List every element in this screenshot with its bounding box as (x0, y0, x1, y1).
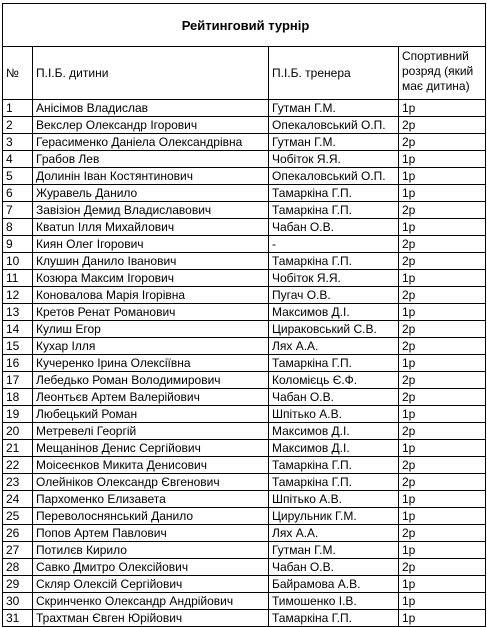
cell-num[interactable]: 16 (3, 355, 33, 372)
cell-coach[interactable]: Максимов Д.І. (269, 304, 399, 321)
cell-child[interactable]: Пархоменко Елизавета (33, 491, 269, 508)
table-row (3, 389, 486, 406)
cell-coach[interactable]: - (269, 236, 399, 253)
cell-coach[interactable]: Цирульник Г.М. (269, 508, 399, 525)
table-row (3, 253, 486, 270)
table-row (3, 559, 486, 576)
cell-coach[interactable]: Пугач О.В. (269, 287, 399, 304)
cell-coach[interactable]: Шпітько А.В. (269, 491, 399, 508)
cell-num[interactable]: 17 (3, 372, 33, 389)
cell-num[interactable]: 3 (3, 134, 33, 151)
cell-num[interactable]: 4 (3, 151, 33, 168)
cell-rank[interactable]: 2р (399, 236, 486, 253)
table-row (3, 440, 486, 457)
cell-coach[interactable]: Байрамова А.В. (269, 576, 399, 593)
cell-coach[interactable]: Коломієць Є.Ф. (269, 372, 399, 389)
cell-rank[interactable]: 1р (399, 100, 486, 117)
cell-coach[interactable]: Тамаркіна Г.П. (269, 457, 399, 474)
cell-child[interactable]: Переволоснянський Данило (33, 508, 269, 525)
table-row (3, 576, 486, 593)
cell-rank[interactable]: 2р (399, 253, 486, 270)
cell-num[interactable]: 13 (3, 304, 33, 321)
table-row (3, 151, 486, 168)
cell-coach[interactable]: Тамаркіна Г.П. (269, 185, 399, 202)
cell-child[interactable]: Завізіон Демид Владиславович (33, 202, 269, 219)
cell-rank[interactable]: 2р (399, 559, 486, 576)
cell-coach[interactable]: Чобіток Я.Я. (269, 270, 399, 287)
cell-child[interactable]: Киян Олег Ігорович (33, 236, 269, 253)
table-row (3, 474, 486, 491)
cell-num[interactable]: 8 (3, 219, 33, 236)
cell-coach[interactable]: Чабан О.В. (269, 219, 399, 236)
cell-coach[interactable]: Циpаковський С.В. (269, 321, 399, 338)
cell-num[interactable]: 14 (3, 321, 33, 338)
cell-coach[interactable]: Тимошенко І.В. (269, 593, 399, 610)
cell-coach[interactable]: Гутман Г.М. (269, 542, 399, 559)
cell-num[interactable]: 5 (3, 168, 33, 185)
cell-rank[interactable]: 1р (399, 355, 486, 372)
cell-rank[interactable]: 1р (399, 219, 486, 236)
cell-child[interactable]: Кулиш Егор (33, 321, 269, 338)
cell-child[interactable]: Попов Артем Павлович (33, 525, 269, 542)
cell-num[interactable]: 21 (3, 440, 33, 457)
table-row (3, 355, 486, 372)
cell-child[interactable]: Лебедько Роман Володимирович (33, 372, 269, 389)
cell-rank[interactable]: 2р (399, 474, 486, 491)
cell-coach[interactable]: Максимов Д.І. (269, 440, 399, 457)
header-coach[interactable]: П.І.Б. тренера (269, 47, 399, 100)
cell-child[interactable]: Мещанінов Денис Сергійович (33, 440, 269, 457)
header-child[interactable]: П.І.Б. дитини (33, 47, 269, 100)
table-title[interactable]: Рейтинговий турнір (3, 4, 486, 47)
cell-rank[interactable]: 1р (399, 304, 486, 321)
cell-num[interactable]: 6 (3, 185, 33, 202)
cell-child[interactable]: Моісеєнков Микита Денисович (33, 457, 269, 474)
cell-num[interactable]: 28 (3, 559, 33, 576)
cell-num[interactable]: 22 (3, 457, 33, 474)
cell-num[interactable]: 11 (3, 270, 33, 287)
cell-rank[interactable]: 2р (399, 287, 486, 304)
cell-coach[interactable]: Опекаловський О.П. (269, 117, 399, 134)
cell-rank[interactable]: 2р (399, 202, 486, 219)
cell-rank[interactable]: 1р (399, 491, 486, 508)
cell-coach[interactable]: Опекаловський О.П. (269, 168, 399, 185)
table-row (3, 168, 486, 185)
cell-child[interactable]: Анісімов Владислав (33, 100, 269, 117)
cell-child[interactable]: Олейніков Олександр Євгенович (33, 474, 269, 491)
table-row (3, 236, 486, 253)
cell-num[interactable]: 30 (3, 593, 33, 610)
cell-rank[interactable]: 1р (399, 151, 486, 168)
cell-coach[interactable]: Гутман Г.М. (269, 100, 399, 117)
table-row (3, 287, 486, 304)
cell-num[interactable]: 2 (3, 117, 33, 134)
cell-child[interactable]: Трахтман Євген Юрійович (33, 610, 269, 627)
title-row (3, 4, 486, 47)
cell-child[interactable]: Савко Дмитро Олексійович (33, 559, 269, 576)
cell-coach[interactable]: Лях А.А. (269, 525, 399, 542)
cell-coach[interactable]: Чобіток Я.Я. (269, 151, 399, 168)
cell-rank[interactable]: 1р (399, 270, 486, 287)
cell-rank[interactable]: 2р (399, 321, 486, 338)
cell-child[interactable]: Кватun Ілля Михайлович (33, 219, 269, 236)
cell-child[interactable]: Герасименко Даніела Олександрівна (33, 134, 269, 151)
table-row (3, 525, 486, 542)
table-row (3, 270, 486, 287)
table-row (3, 219, 486, 236)
cell-rank[interactable]: 2р (399, 457, 486, 474)
cell-child[interactable]: Грабов Лев (33, 151, 269, 168)
table-row (3, 406, 486, 423)
cell-num[interactable]: 31 (3, 610, 33, 627)
cell-rank[interactable]: 1р (399, 508, 486, 525)
table-row (3, 134, 486, 151)
cell-rank[interactable]: 1р (399, 593, 486, 610)
table-row (3, 593, 486, 610)
table-row (3, 117, 486, 134)
cell-child[interactable]: Векслер Олександр Ігорович (33, 117, 269, 134)
cell-rank[interactable]: 1р (399, 576, 486, 593)
cell-rank[interactable]: 2р (399, 338, 486, 355)
cell-child[interactable]: Клушин Данило Іванович (33, 253, 269, 270)
cell-num[interactable]: 9 (3, 236, 33, 253)
cell-num[interactable]: 7 (3, 202, 33, 219)
cell-child[interactable]: Леонтьєв Артем Валерійович (33, 389, 269, 406)
table-row (3, 491, 486, 508)
cell-rank[interactable]: 2р (399, 117, 486, 134)
cell-child[interactable]: Потилєв Кирило (33, 542, 269, 559)
header-rank[interactable]: Спортивний розряд (який має дитина) (399, 47, 486, 100)
cell-num[interactable]: 24 (3, 491, 33, 508)
cell-num[interactable]: 27 (3, 542, 33, 559)
header-row (3, 47, 486, 100)
cell-num[interactable]: 26 (3, 525, 33, 542)
cell-coach[interactable]: Тамаркіна Г.П. (269, 202, 399, 219)
cell-rank[interactable]: 2р (399, 423, 486, 440)
cell-rank[interactable]: 2р (399, 372, 486, 389)
cell-coach[interactable]: Максимов Д.І. (269, 423, 399, 440)
table-row (3, 185, 486, 202)
table-row (3, 100, 486, 117)
cell-coach[interactable]: Шпітько А.В. (269, 406, 399, 423)
cell-num[interactable]: 1 (3, 100, 33, 117)
cell-child[interactable]: Долинін Іван Костянтинович (33, 168, 269, 185)
cell-coach[interactable]: Тамаркіна Г.П. (269, 253, 399, 270)
table-row (3, 508, 486, 525)
cell-rank[interactable]: 2р (399, 134, 486, 151)
cell-coach[interactable]: Гутман Г.М. (269, 134, 399, 151)
header-num[interactable]: № (3, 47, 33, 100)
cell-num[interactable]: 19 (3, 406, 33, 423)
cell-child[interactable]: Любецький Роман (33, 406, 269, 423)
cell-rank[interactable]: 1р (399, 168, 486, 185)
cell-child[interactable]: Козюра Максим Ігорович (33, 270, 269, 287)
cell-num[interactable]: 25 (3, 508, 33, 525)
cell-rank[interactable]: 1р (399, 185, 486, 202)
table-row (3, 610, 486, 627)
cell-child[interactable]: Кучеренко Ірина Олексіївна (33, 355, 269, 372)
cell-child[interactable]: Кретов Ренат Романович (33, 304, 269, 321)
table-row (3, 542, 486, 559)
rating-table (2, 3, 486, 627)
cell-coach[interactable]: Тамаркіна Г.П. (269, 355, 399, 372)
cell-num[interactable]: 29 (3, 576, 33, 593)
cell-coach[interactable]: Чабан О.В. (269, 389, 399, 406)
table-row (3, 304, 486, 321)
cell-child[interactable]: Коновалова Марія Ігорівна (33, 287, 269, 304)
cell-child[interactable]: Скринченко Олександр Андрійович (33, 593, 269, 610)
cell-child[interactable]: Скляр Олексій Сергійович (33, 576, 269, 593)
cell-num[interactable]: 10 (3, 253, 33, 270)
cell-coach[interactable]: Чабан О.В. (269, 559, 399, 576)
table-row (3, 372, 486, 389)
cell-rank[interactable]: 1р (399, 406, 486, 423)
cell-num[interactable]: 18 (3, 389, 33, 406)
table-row (3, 338, 486, 355)
cell-rank[interactable]: 2р (399, 389, 486, 406)
table-row (3, 321, 486, 338)
table-row (3, 423, 486, 440)
cell-num[interactable]: 15 (3, 338, 33, 355)
cell-coach[interactable]: Лях А.А. (269, 338, 399, 355)
cell-rank[interactable]: 1р (399, 440, 486, 457)
cell-child[interactable]: Кухар Ілля (33, 338, 269, 355)
cell-rank[interactable]: 1р (399, 542, 486, 559)
spreadsheet (2, 3, 485, 627)
table-row (3, 202, 486, 219)
table-row (3, 457, 486, 474)
cell-child[interactable]: Метревелі Георгій (33, 423, 269, 440)
cell-coach[interactable]: Тамаркіна Г.П. (269, 610, 399, 627)
cell-rank[interactable]: 1р (399, 610, 486, 627)
cell-rank[interactable]: 2р (399, 525, 486, 542)
cell-num[interactable]: 12 (3, 287, 33, 304)
cell-coach[interactable]: Тамаркіна Г.П. (269, 474, 399, 491)
cell-num[interactable]: 23 (3, 474, 33, 491)
cell-child[interactable]: Журавель Данило (33, 185, 269, 202)
cell-num[interactable]: 20 (3, 423, 33, 440)
